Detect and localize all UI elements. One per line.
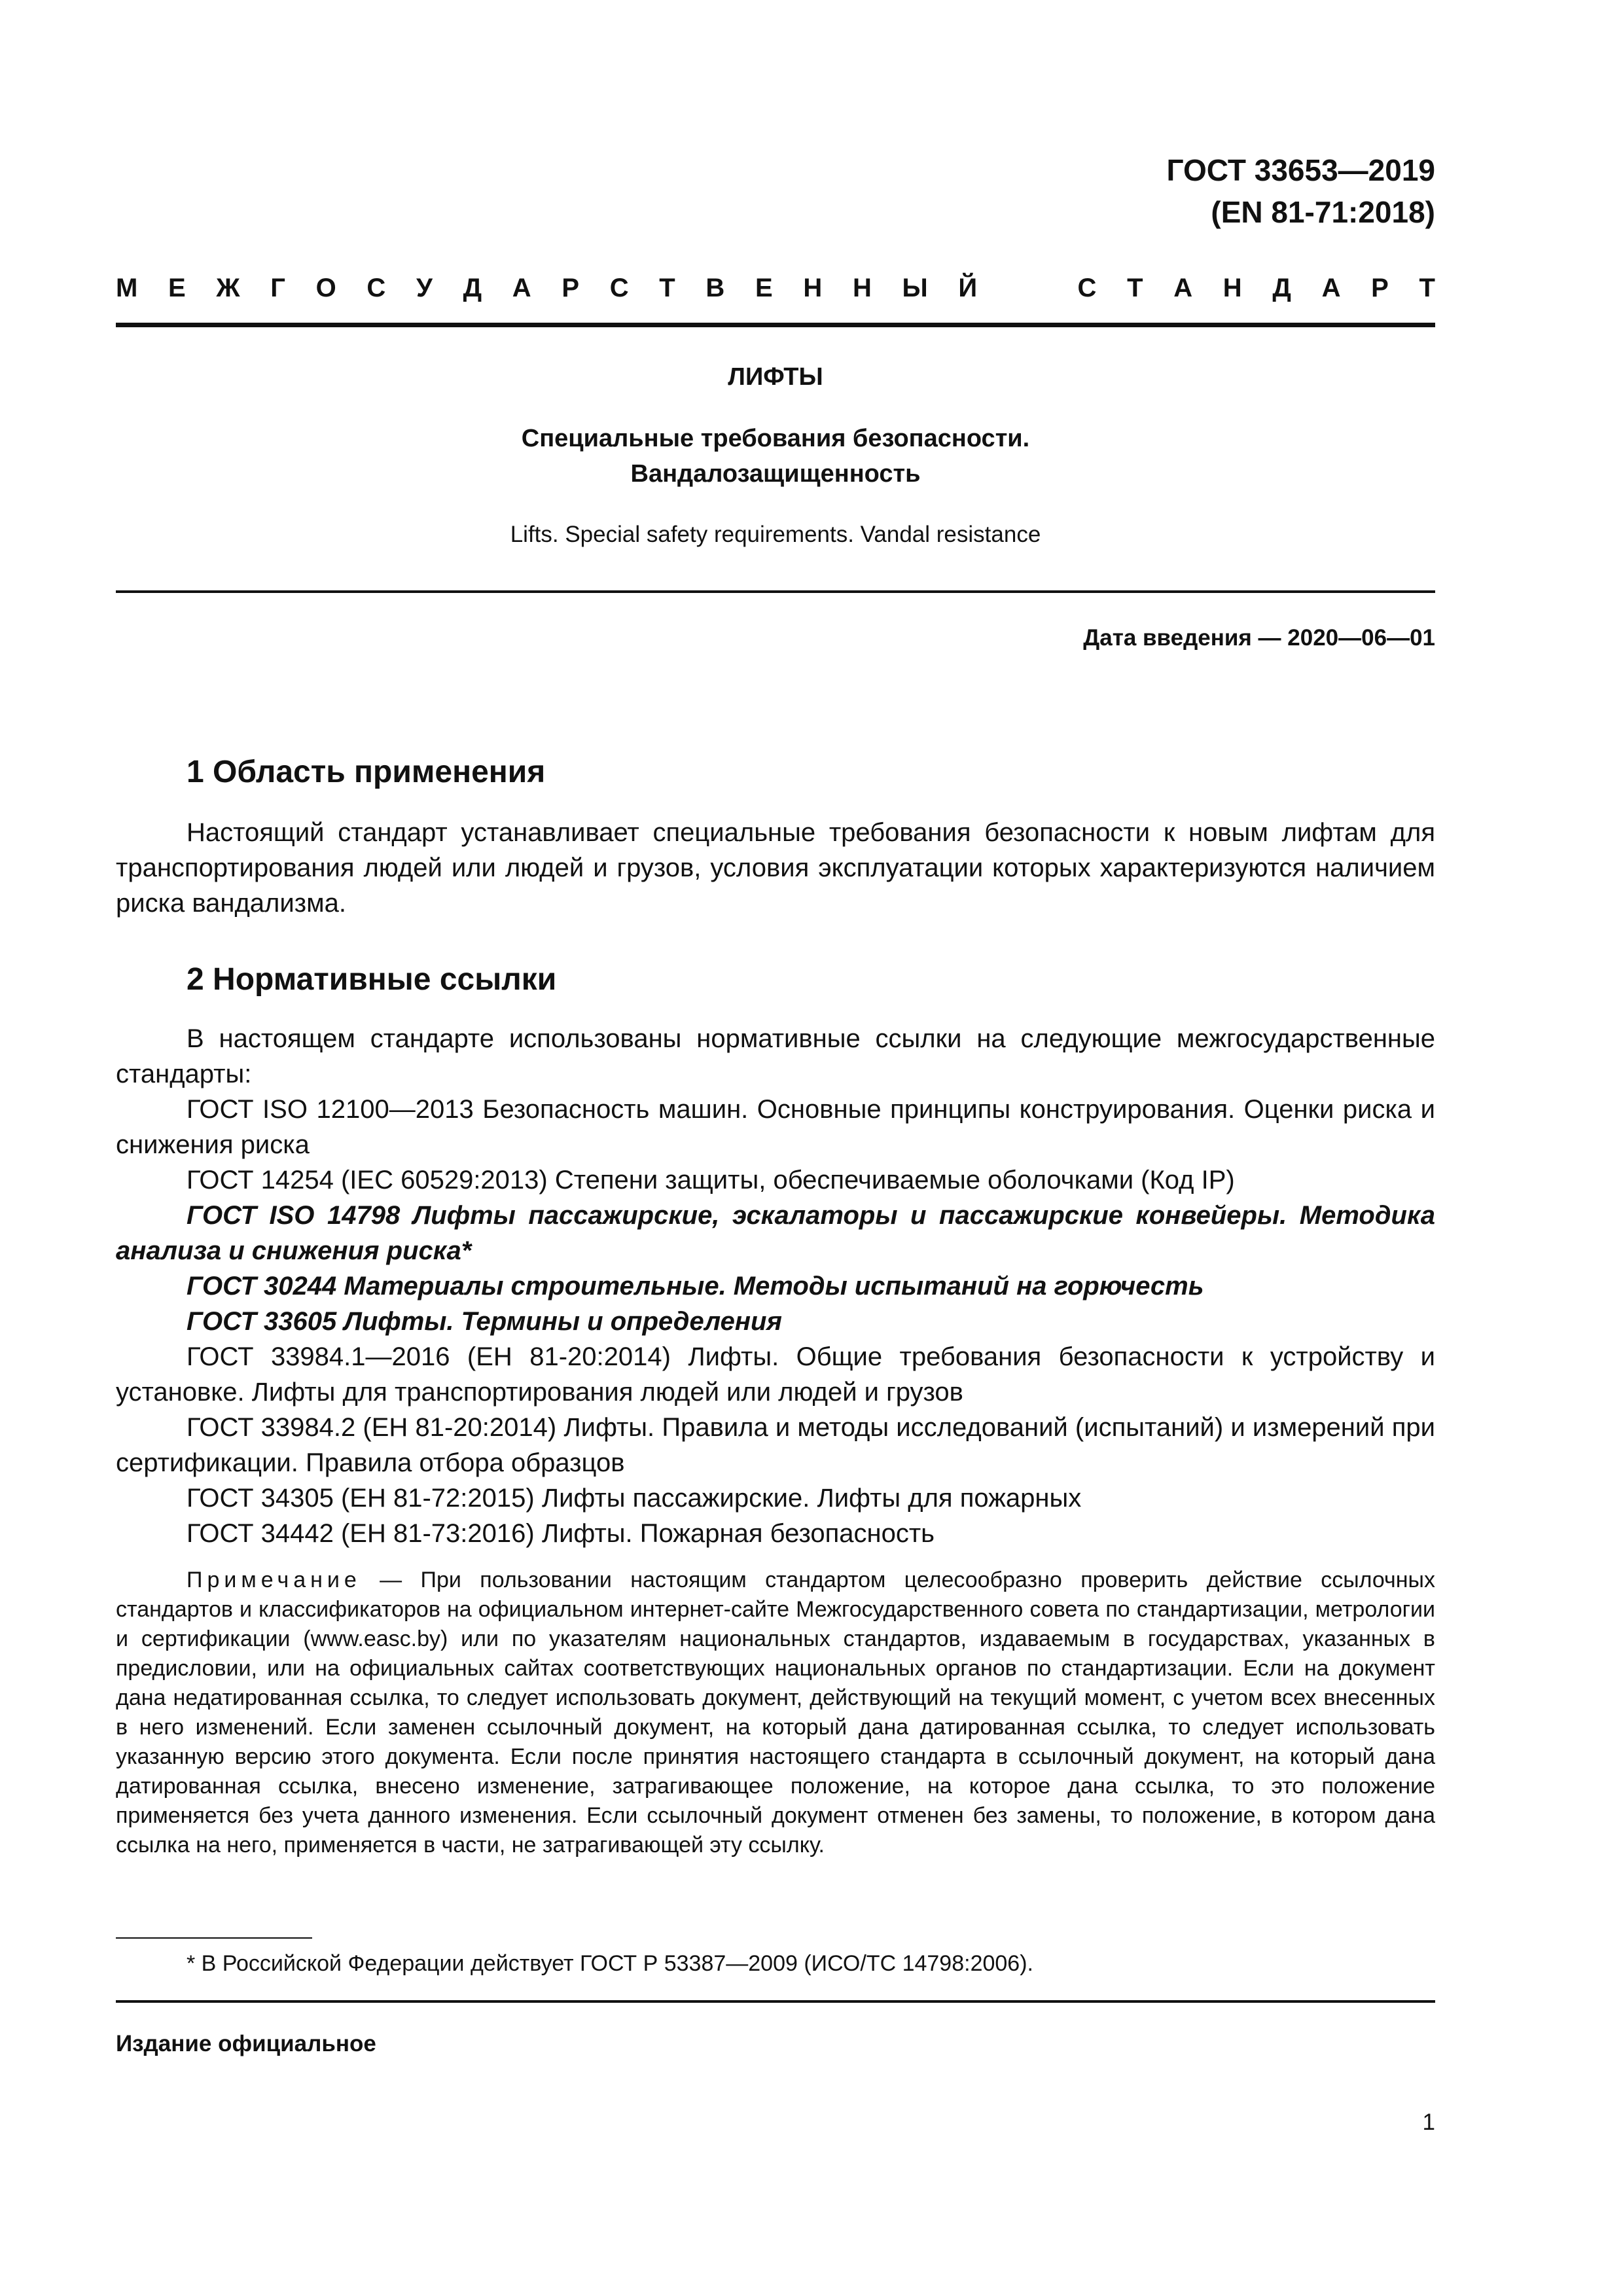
official-edition: Издание официальное [116, 2031, 376, 2056]
footnote: * В Российской Федерации действует ГОСТ Р 53387—2009 (ИСО/ТС 14798:2006). [187, 1951, 1033, 1976]
interstate-standard-title [116, 270, 1435, 306]
gost-number: ГОСТ 33653—2019 [1166, 153, 1435, 187]
reference-item: ГОСТ 33605 Лифты. Термины и определения [187, 1307, 782, 1336]
title-letter: Г [270, 274, 285, 302]
reference-item: ГОСТ ISO 14798 Лифты пассажирские, эскалаторы и пассажирские конвейеры. Методика анализа и снижения риска* [116, 1201, 1435, 1265]
en-number: (EN 81-71:2018) [1211, 195, 1435, 229]
note-label: Примечание [187, 1568, 361, 1592]
header-rule [116, 323, 1435, 327]
reference-item: ГОСТ 34305 (EH 81-72:2015) Лифты пассажирские. Лифты для пожарных [187, 1484, 1082, 1513]
title-letter: А [1321, 274, 1341, 302]
standard-subtitle [116, 421, 1435, 492]
reference-item: ГОСТ 14254 (IEC 60529:2013) Степени защиты, обеспечиваемые оболочками (Код IP) [187, 1166, 1235, 1194]
title-letter: Ы [902, 274, 928, 302]
title-letter: Т [659, 274, 675, 302]
title-letter: О [315, 274, 336, 302]
footer-rule [116, 2000, 1435, 2003]
title-letter: В [705, 274, 725, 302]
title-letter: Е [168, 274, 186, 302]
title-letter: С [366, 274, 386, 302]
title-letter: С [609, 274, 629, 302]
title-letter: А [1173, 274, 1193, 302]
section-1-paragraph: Настоящий стандарт устанавливает специальные требования безопасности к новым лифтам для транспортирования людей или людей и грузов, условия эксплуатации которых характеризуются наличием риска вандализма. [116, 818, 1435, 918]
title-letter: Н [852, 274, 872, 302]
reference-item: ГОСТ ISO 12100—2013 Безопасность машин. Основные принципы конструирования. Оценки риска и снижения риска [116, 1095, 1435, 1159]
reference-item: ГОСТ 34442 (EH 81-73:2016) Лифты. Пожарная безопасность [187, 1519, 935, 1548]
references-list [116, 1092, 1435, 1551]
standard-title: ЛИФТЫ [728, 363, 823, 391]
title-letter: Н [803, 274, 823, 302]
title-letter: С [1077, 274, 1097, 302]
title-letter: У [416, 274, 433, 302]
title-letter: Ж [216, 274, 240, 302]
page-number: 1 [1422, 2109, 1435, 2135]
title-letter: А [512, 274, 531, 302]
title-letter: М [116, 274, 138, 302]
reference-item: ГОСТ 33984.1—2016 (EH 81-20:2014) Лифты. Общие требования безопасности к устройству и установке. Лифты для транспортирования людей или людей и грузов [116, 1342, 1435, 1407]
subtitle-line-1: Специальные требования безопасности. [521, 425, 1030, 452]
note-block [116, 1566, 1435, 1860]
section-2-intro: В настоящем стандарте использованы нормативные ссылки на следующие межгосударственные стандарты: [116, 1024, 1435, 1088]
title-letter: Р [1371, 274, 1389, 302]
section-2-body [116, 1021, 1435, 1551]
subtitle-line-2: Вандалозащищенность [630, 460, 921, 488]
introduction-date: Дата введения — 2020—06—01 [1083, 625, 1435, 651]
title-letter: Д [463, 274, 482, 302]
section-1-body [116, 815, 1435, 921]
footnote-rule [116, 1937, 312, 1939]
document-number [1167, 149, 1435, 233]
title-letter: Е [755, 274, 773, 302]
english-title: Lifts. Special safety requirements. Vandal resistance [510, 522, 1041, 547]
title-letter: Т [1419, 274, 1435, 302]
reference-item: ГОСТ 30244 Материалы строительные. Методы испытаний на горючесть [187, 1272, 1204, 1300]
note-text: — При пользовании настоящим стандартом целесообразно проверить действие ссылочных стандартов и классификаторов на официальном интернет-сайте Межгосударственного совета по стандартизации, метрологии и сертификации (www.easc.by) или по указателям национальных стандартов, издаваемым в государствах, указанных в предисловии, или на официальных сайтах соответствующих национальных органов по стандартизации. Если на документ дана недатированная ссылка, то следует использовать документ, действующий на текущий момент, с учетом всех внесенных в него изменений. Если заменен ссылочный документ, на который дана датированная ссылка, то следует использовать указанную версию этого документа. Если после принятия настоящего стандарта в ссылочный документ, на который дана датированная ссылка, внесено изменение, затрагивающее положение, на которое дана ссылка, то это положение применяется без учета данного изменения. Если ссылочный документ отменен без замены, то положение, в котором дана ссылка на него, применяется в части, не затрагивающей эту ссылку. [116, 1568, 1435, 1857]
title-letter: Н [1222, 274, 1242, 302]
word-gap [1008, 270, 1047, 306]
title-rule [116, 590, 1435, 593]
title-letter: Д [1272, 274, 1291, 302]
section-2-heading: 2 Нормативные ссылки [187, 962, 557, 997]
title-letter: Т [1127, 274, 1143, 302]
title-letter: Р [562, 274, 580, 302]
title-letter: Й [958, 274, 978, 302]
reference-item: ГОСТ 33984.2 (EH 81-20:2014) Лифты. Правила и методы исследований (испытаний) и измерений при сертификации. Правила отбора образцов [116, 1413, 1435, 1477]
section-1-heading: 1 Область применения [187, 755, 546, 789]
